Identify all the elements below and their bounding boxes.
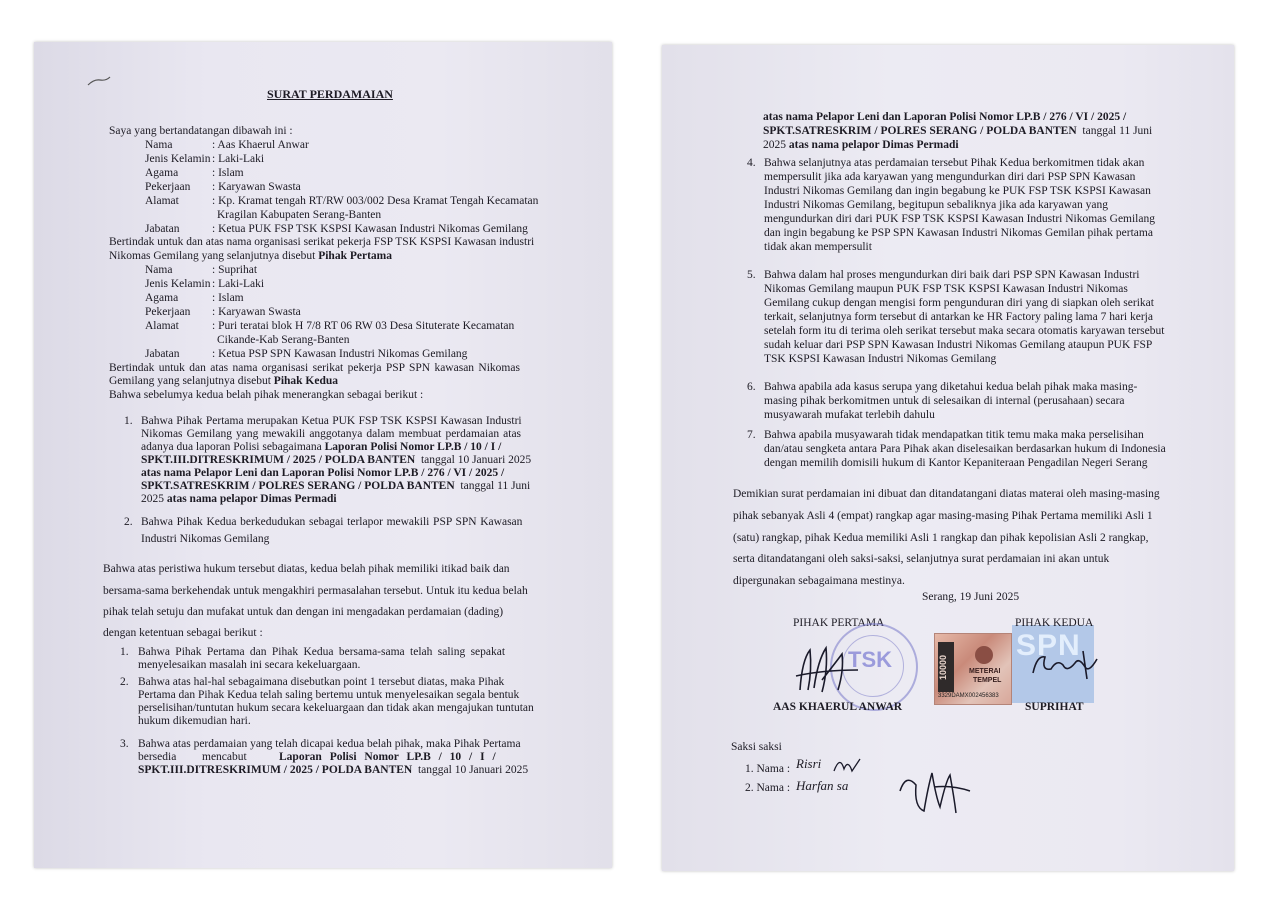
list-line: SPKT.III.DITRESKRIMUM / 2025 / POLDA BANTEN tanggal 10 Januari 2025 xyxy=(141,454,532,466)
list-line: dan/atau sengketa antara Para Pihak akan diselesaikan berdasarkan hukum di Indonesia xyxy=(764,443,1166,455)
list-line: Industri Nikomas Gemilang dan ingin begabung ke PUK FSP TSK KSPSI Kawasan xyxy=(764,185,1151,197)
party-one-signer-name: AAS KHAERUL ANWAR xyxy=(773,701,903,713)
party-one-position: : Ketua PUK FSP TSK KSPSI Kawasan Industri Nikomas Gemilang xyxy=(212,223,528,235)
list-line: tidak akan mempersulit xyxy=(764,241,872,253)
continuation-line: SPKT.SATRESKRIM / POLRES SERANG / POLDA BANTEN tanggal 11 Juni xyxy=(763,125,1153,137)
paragraph-line: bersama-sama berkehendak untuk mengakhiri permasalahan tersebut. Untuk itu kedua belah xyxy=(103,585,528,597)
list-line: Gemilang cukup dengan mengisi form pengunduran diri yang di siapkan oleh serikat xyxy=(764,297,1154,309)
paragraph-line: pihak sebanyak Asli 4 (empat) rangkap agar masing-masing Pihak Pertama memiliki Asli 1 xyxy=(733,510,1153,522)
list-line: Bahwa atas perdamaian yang telah dicapai kedua belah pihak, maka Pihak Pertama xyxy=(138,738,521,750)
list-number: 7. xyxy=(747,429,756,441)
list-line: terkait, selanjutnya form tersebut di antarkan ke HR Factory paling lama 7 hari kerja xyxy=(764,311,1153,323)
list-line: setelah form itu di terima oleh serikat tersebut maka secara otomatis karyawan tersebut xyxy=(764,325,1165,337)
witness-1-handwritten-name: Risri xyxy=(796,756,822,771)
list-line: Bahwa selanjutnya atas perdamaian tersebut Pihak Kedua berkomitmen tidak akan xyxy=(764,157,1145,169)
party-two-signature xyxy=(1027,645,1107,685)
label-pekerjaan: Pekerjaan xyxy=(145,181,191,193)
list-line: Nikomas Gemilang maupun PUK FSP TSK KSPSI Kawasan Industri Nikomas xyxy=(764,283,1128,295)
list-line: Bahwa Pihak Pertama dan Pihak Kedua bersama-sama telah saling sepakat xyxy=(138,646,506,658)
document-page-1 xyxy=(34,42,612,868)
stamp-duty-materai xyxy=(934,633,1012,705)
label-nama: Nama xyxy=(145,264,173,276)
materai-label: TEMPEL xyxy=(973,677,1002,684)
list-line: sudah keluar dari PSP SPN Kawasan Industri Nikomas Gemilang ataupun PUK FSP xyxy=(764,339,1153,351)
list-line: Bahwa atas hal-hal sebagaimana disebutkan point 1 tersebut diatas, maka Pihak xyxy=(138,676,505,688)
list-number: 4. xyxy=(747,157,756,169)
party-two-position: : Ketua PSP SPN Kawasan Industri Nikomas Gemilang xyxy=(212,348,468,360)
list-line: 2025 atas nama pelapor Dimas Permadi xyxy=(141,493,337,505)
list-line: Industri Nikomas Gemilang xyxy=(141,533,270,545)
pen-mark xyxy=(86,75,112,87)
party-one-address-line1: : Kp. Kramat tengah RT/RW 003/002 Desa Kramat Tengah Kecamatan xyxy=(212,195,539,207)
list-line: SPKT.III.DITRESKRIMUM / 2025 / POLDA BANTEN tanggal 10 Januari 2025 xyxy=(138,764,529,776)
list-number: 1. xyxy=(124,415,133,427)
label-alamat: Alamat xyxy=(145,195,179,207)
party-two-gender: : Laki-Laki xyxy=(212,278,265,290)
party-two-name: : Suprihat xyxy=(212,264,258,276)
paragraph-line: (satu) rangkap, pihak Kedua memiliki Asli 1 rangkap dan pihak kepolisian Asli 2 rangkap, xyxy=(733,532,1149,544)
party-two-address-line1: : Puri teratai blok H 7/8 RT 06 RW 03 Desa Situterate Kecamatan xyxy=(212,320,515,332)
stamp-text: SPN xyxy=(1016,629,1081,662)
label-jabatan: Jabatan xyxy=(145,348,180,360)
list-line: masing pihak berkomitmen untuk di selesaikan di internal (perusahaan) secara xyxy=(764,395,1125,407)
paragraph-line: Bahwa atas peristiwa hukum tersebut diatas, kedua belah pihak memiliki itikad baik dan xyxy=(103,563,510,575)
paragraph-line: dipergunakan sebagaimana mestinya. xyxy=(733,575,905,587)
list-line: adanya dua laporan Polisi sebagaimana Laporan Polisi Nomor LP.B / 10 / I / xyxy=(141,441,502,453)
party-one-address-line2: Kragilan Kabupaten Serang-Banten xyxy=(217,209,382,221)
party-one-job: : Karyawan Swasta xyxy=(212,181,301,193)
document-page-2 xyxy=(662,45,1234,871)
label-agama: Agama xyxy=(145,292,179,304)
list-number: 5. xyxy=(747,269,756,281)
witness-1-signature xyxy=(830,751,866,777)
list-number: 2. xyxy=(120,676,129,688)
continuation-line: 2025 atas nama pelapor Dimas Permadi xyxy=(763,139,959,151)
document-title: SURAT PERDAMAIAN xyxy=(267,87,393,101)
list-line: Nikomas Gemilang yang mewakili anggotanya dalam membuat perdamaian atas xyxy=(141,428,522,440)
list-line: Industri Nikomas Gemilang, begitupun sebaliknya jika ada karyawan yang xyxy=(764,199,1108,211)
list-line: musyawarah mufakat terlebih dahulu xyxy=(764,409,935,421)
paragraph-line: serta ditandatangani oleh saksi-saksi, selanjutnya surat perdamaian ini akan untuk xyxy=(733,553,1110,565)
list-line: Bahwa dalam hal proses mengundurkan diri baik dari PSP SPN Kawasan Industri xyxy=(764,269,1140,281)
list-number: 3. xyxy=(120,738,129,750)
list-line: TSK KSPSI Kawasan Industri Nikomas Gemilang xyxy=(764,353,997,365)
list-line: hukum dikemudian hari. xyxy=(138,715,251,727)
materai-label: METERAI xyxy=(969,668,1001,675)
witness-1-label: 1. Nama : xyxy=(745,763,791,775)
party-two-acting-line1: Bertindak untuk dan atas nama organisasi serikat pekerja PSP SPN kawasan Nikomas xyxy=(109,362,520,374)
intro-text: Saya yang bertandatangan dibawah ini : xyxy=(109,125,293,137)
label-jenis-kelamin: Jenis Kelamin xyxy=(145,278,211,290)
paragraph-line: dengan ketentuan sebagai berikut : xyxy=(103,627,263,639)
witness-2-label: 2. Nama : xyxy=(745,782,791,794)
list-number: 2. xyxy=(124,516,133,528)
party-two-address-line2: Cikande-Kab Serang-Banten xyxy=(217,334,350,346)
list-line: mengundurkan diri dari PUK FSP TSK KSPSI Kawasan Industri Nikomas Gemilang xyxy=(764,213,1155,225)
party-one-acting-line2: Nikomas Gemilang yang selanjutnya disebut Pihak Pertama xyxy=(109,250,392,262)
list-line: atas nama Pelapor Leni dan Laporan Polisi Nomor LP.B / 276 / VI / 2025 / xyxy=(141,467,505,479)
list-line: Bahwa Pihak Pertama merupakan Ketua PUK FSP TSK KSPSI Kawasan Industri xyxy=(141,415,522,427)
label-nama: Nama xyxy=(145,139,173,151)
garuda-emblem-icon xyxy=(975,646,993,664)
label-agama: Agama xyxy=(145,167,179,179)
list-number: 6. xyxy=(747,381,756,393)
paragraph-line: Demikian surat perdamaian ini dibuat dan ditandatangani diatas materai oleh masing-masing xyxy=(733,488,1160,500)
party-one-signature-label: PIHAK PERTAMA xyxy=(793,617,885,629)
list-number: 1. xyxy=(120,646,129,658)
list-line: mempersulit jika ada karyawan yang mengundurkan diri dari PSP SPN Kawasan xyxy=(764,171,1136,183)
list-line: bersedia xyxy=(138,751,177,763)
list-line: Bahwa apabila ada kasus serupa yang diketahui kedua belah pihak maka masing- xyxy=(764,381,1138,393)
list-line: Laporan Polisi Nomor LP.B / 10 / I / xyxy=(279,751,496,763)
party-one-religion: : Islam xyxy=(212,167,244,179)
list-line: dengan memilih domisili hukum di Kantor Kepaniteraan Pengadilan Negeri Serang xyxy=(764,457,1148,469)
party-one-name: : Aas Khaerul Anwar xyxy=(212,139,309,151)
place-date: Serang, 19 Juni 2025 xyxy=(922,591,1020,603)
party-two-religion: : Islam xyxy=(212,292,244,304)
list-line: menyelesaikan masalah ini secara kekeluargaan. xyxy=(138,659,361,671)
label-pekerjaan: Pekerjaan xyxy=(145,306,191,318)
list-line: dan ingin begabung ke PSP SPN Kawasan Industri Nikomas Gemilan pihak pertama xyxy=(764,227,1153,239)
party-two-acting-line2: Gemilang yang selanjutnya disebut Pihak Kedua xyxy=(109,375,339,387)
party-one-signature xyxy=(792,640,862,700)
label-alamat: Alamat xyxy=(145,320,179,332)
party-one-acting-line1: Bertindak untuk dan atas nama organisasi serikat pekerja FSP TSK KSPSI Kawasan industri xyxy=(109,236,535,248)
party-two-job: : Karyawan Swasta xyxy=(212,306,301,318)
list-line: Pertama dan Pihak Kedua telah saling bertemu untuk menyelesaikan segala bentuk xyxy=(138,689,520,701)
party-one-gender: : Laki-Laki xyxy=(212,153,265,165)
party-two-signer-name: SUPRIHAT xyxy=(1025,701,1084,713)
list-line: Bahwa Pihak Kedua berkedudukan sebagai terlapor mewakili PSP SPN Kawasan xyxy=(141,516,523,528)
witness-2-handwritten-name: Harfan sa xyxy=(796,778,849,793)
materai-amount: 10000 xyxy=(938,642,954,692)
party-two-signature-label: PIHAK KEDUA xyxy=(1015,617,1094,629)
stamp-text: TSK xyxy=(848,647,892,672)
label-jabatan: Jabatan xyxy=(145,223,180,235)
label-jenis-kelamin: Jenis Kelamin xyxy=(145,153,211,165)
continuation-line: atas nama Pelapor Leni dan Laporan Polisi Nomor LP.B / 276 / VI / 2025 / xyxy=(763,111,1127,123)
materai-serial: 3329DAMX002456383 xyxy=(938,693,999,699)
list-line: SPKT.SATRESKRIM / POLRES SERANG / POLDA BANTEN tanggal 11 Juni xyxy=(141,480,531,492)
preamble-text: Bahwa sebelumya kedua belah pihak menerangkan sebagai berikut : xyxy=(109,389,424,401)
witness-2-signature xyxy=(894,767,974,819)
paragraph-line: pihak telah setuju dan mufakat untuk dan dengan ini mengadakan perdamaian (dading) xyxy=(103,606,504,618)
list-line: mencabut xyxy=(202,751,247,763)
list-line: Bahwa apabila musyawarah tidak mendapatkan titik temu maka maka perselisihan xyxy=(764,429,1144,441)
list-line: perselisihan/tuntutan hukum secara kekeluargaan dan tidak akan mengajukan tuntutan xyxy=(138,702,534,714)
witnesses-title: Saksi saksi xyxy=(731,741,782,753)
